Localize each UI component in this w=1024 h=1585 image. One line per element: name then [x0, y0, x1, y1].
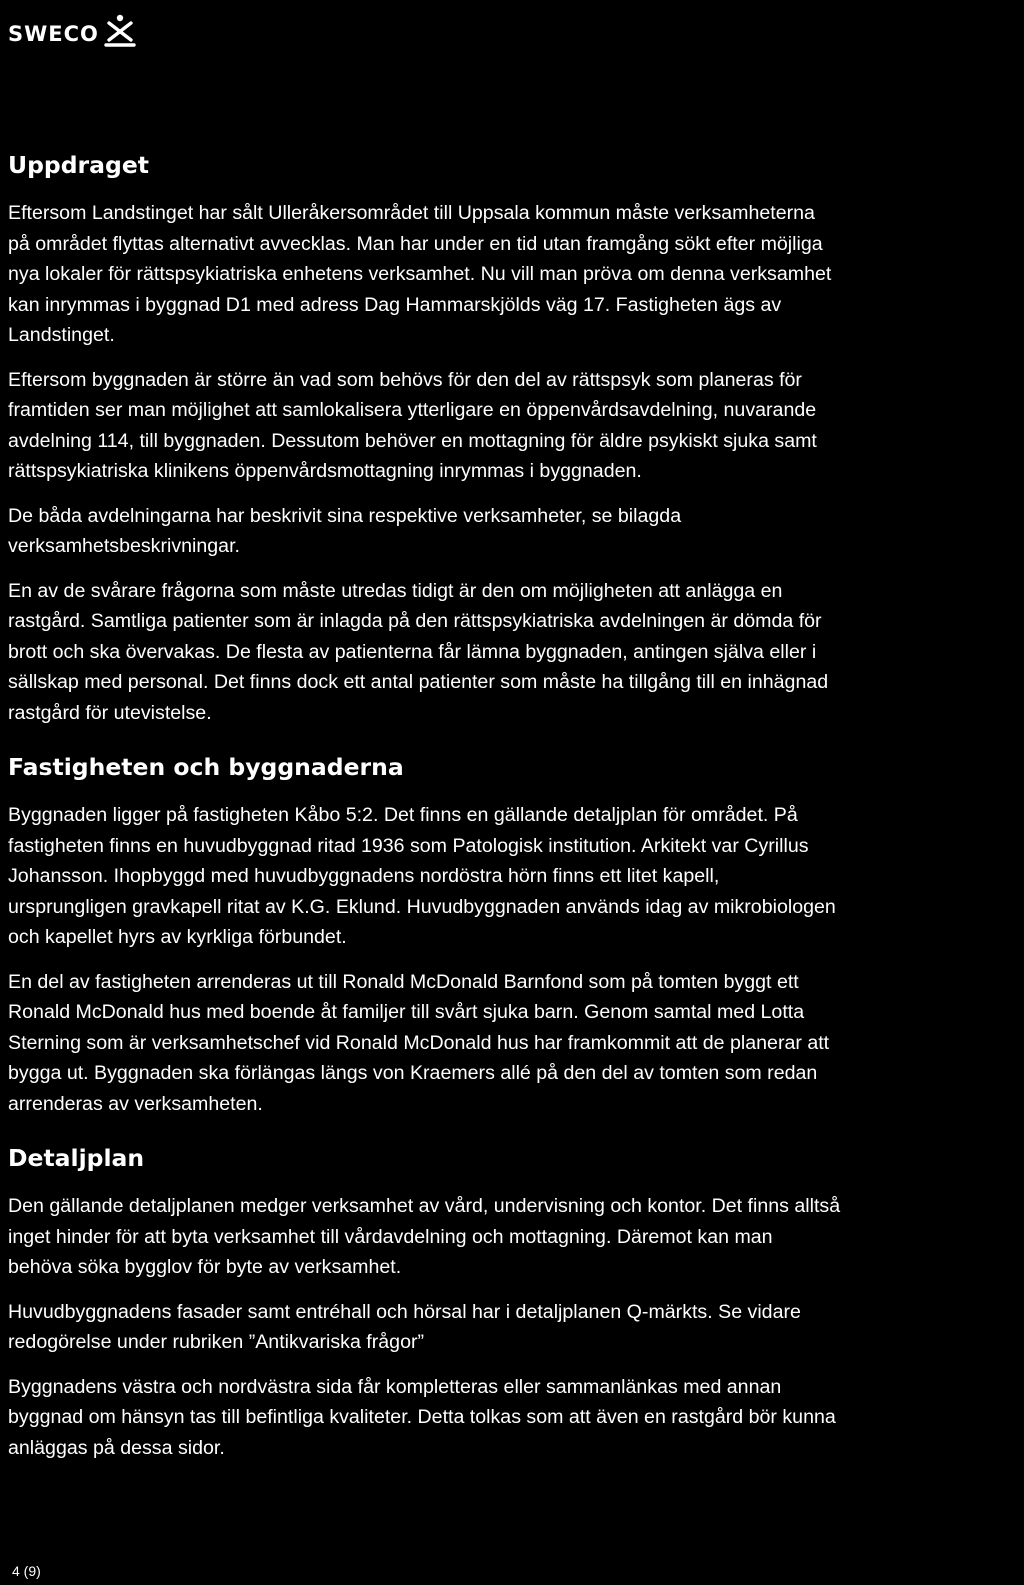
text-line: kan inrymmas i byggnad D1 med adress Dag Hammarskjölds väg 17. Fastigheten ägs av: [8, 293, 782, 316]
page-number: 4 (9): [12, 1563, 41, 1579]
text-line: arrenderas av verksamheten.: [8, 1092, 263, 1115]
text-line: Byggnadens västra och nordvästra sida får kompletteras eller sammanlänkas med annan: [8, 1375, 782, 1398]
text-line: Sterning som är verksamhetschef vid Ronald McDonald hus har framkommit att de planerar att: [8, 1031, 830, 1054]
text-line: Landstinget.: [8, 324, 115, 346]
paragraph: [8, 1297, 1018, 1358]
heading-fastigheten: Fastigheten och byggnaderna: [8, 753, 404, 781]
text-line: rättspsykiatriska klinikens öppenvårdsmottagning inrymmas i byggnaden.: [8, 460, 642, 482]
text-line: byggnad om hänsyn tas till befintliga kvaliteter. Detta tolkas som att även en rastgård bör kunna: [8, 1406, 836, 1428]
sweco-logo: [8, 14, 137, 48]
logo-text: SWECO: [8, 22, 99, 46]
text-line: En del av fastigheten arrenderas ut till Ronald McDonald Barnfond som på tomten byggt ett: [8, 970, 799, 993]
heading-uppdraget: Uppdraget: [8, 151, 149, 179]
text-line: Huvudbyggnadens fasader samt entréhall och hörsal har i detaljplanen Q-märkts. Se vidare: [8, 1300, 801, 1323]
text-line: Eftersom byggnaden är större än vad som behövs för den del av rättspsyk som planeras för: [8, 368, 802, 391]
paragraph: [8, 1372, 1018, 1464]
text-line: Eftersom Landstinget har sålt Ulleråkersområdet till Uppsala kommun måste verksamheterna: [8, 202, 815, 224]
paragraph: [8, 967, 1018, 1120]
text-line: behöva söka bygglov för byte av verksamhet.: [8, 1256, 402, 1278]
paragraph: [8, 365, 1018, 487]
paragraph: [8, 800, 1018, 953]
text-line: framtiden ser man möjlighet att samlokalisera ytterligare en öppenvårdsavdelning, nuvarande: [8, 399, 817, 421]
document-body: [8, 148, 1018, 1463]
text-line: verksamhetsbeskrivningar.: [8, 535, 240, 557]
paragraph: [8, 1191, 1018, 1283]
text-line: fastigheten finns en huvudbyggnad ritad 1936 som Patologisk institution. Arkitekt var Cyrillus: [8, 834, 809, 857]
text-line: De båda avdelningarna har beskrivit sina respektive verksamheter, se bilagda: [8, 504, 682, 527]
text-line: brott och ska övervakas. De flesta av patienterna får lämna byggnaden, antingen själva eller i: [8, 640, 817, 663]
text-line: En av de svårare frågorna som måste utredas tidigt är den om möjligheten att anlägga en: [8, 579, 783, 602]
text-line: nya lokaler för rättspsykiatriska enhetens verksamhet. Nu vill man pröva om denna verksamhet: [8, 263, 832, 285]
sweco-person-icon: [103, 14, 137, 48]
text-line: och kapellet hyrs av kyrkliga förbundet.: [8, 926, 347, 948]
text-line: Byggnaden ligger på fastigheten Kåbo 5:2. Det finns en gällande detaljplan för området. På: [8, 804, 798, 826]
text-line: rastgård. Samtliga patienter som är inlagda på den rättspsykiatriska avdelningen är dömda för: [8, 610, 822, 632]
text-line: på området flyttas alternativt avvecklas. Man har under en tid utan framgång sökt efter möjliga: [8, 232, 823, 255]
text-line: anläggas på dessa sidor.: [8, 1436, 225, 1459]
paragraph: [8, 501, 1018, 562]
text-line: Johansson. Ihopbyggd med huvudbyggnadens nordöstra hörn finns ett litet kapell,: [8, 865, 720, 887]
text-line: sällskap med personal. Det finns dock ett antal patienter som måste ha tillgång till en inhägnad: [8, 671, 829, 693]
text-line: ursprungligen gravkapell ritat av K.G. Eklund. Huvudbyggnaden används idag av mikrobiologen: [8, 895, 836, 918]
text-line: inget hinder för att byta verksamhet till vårdavdelning och mottagning. Däremot kan man: [8, 1225, 773, 1248]
text-line: Ronald McDonald hus med boende åt familjer till svårt sjuka barn. Genom samtal med Lotta: [8, 1001, 805, 1023]
text-line: Den gällande detaljplanen medger verksamhet av vård, undervisning och kontor. Det finns alltså: [8, 1195, 841, 1217]
text-line: avdelning 114, till byggnaden. Dessutom behöver en mottagning för äldre psykiskt sjuka samt: [8, 429, 817, 452]
paragraph: [8, 198, 1018, 351]
paragraph: [8, 576, 1018, 729]
text-line: redogörelse under rubriken ”Antikvariska frågor”: [8, 1331, 425, 1353]
heading-detaljplan: Detaljplan: [8, 1144, 145, 1172]
text-line: rastgård för utevistelse.: [8, 701, 212, 724]
text-line: bygga ut. Byggnaden ska förlängas längs von Kraemers allé på den del av tomten som redan: [8, 1062, 818, 1084]
